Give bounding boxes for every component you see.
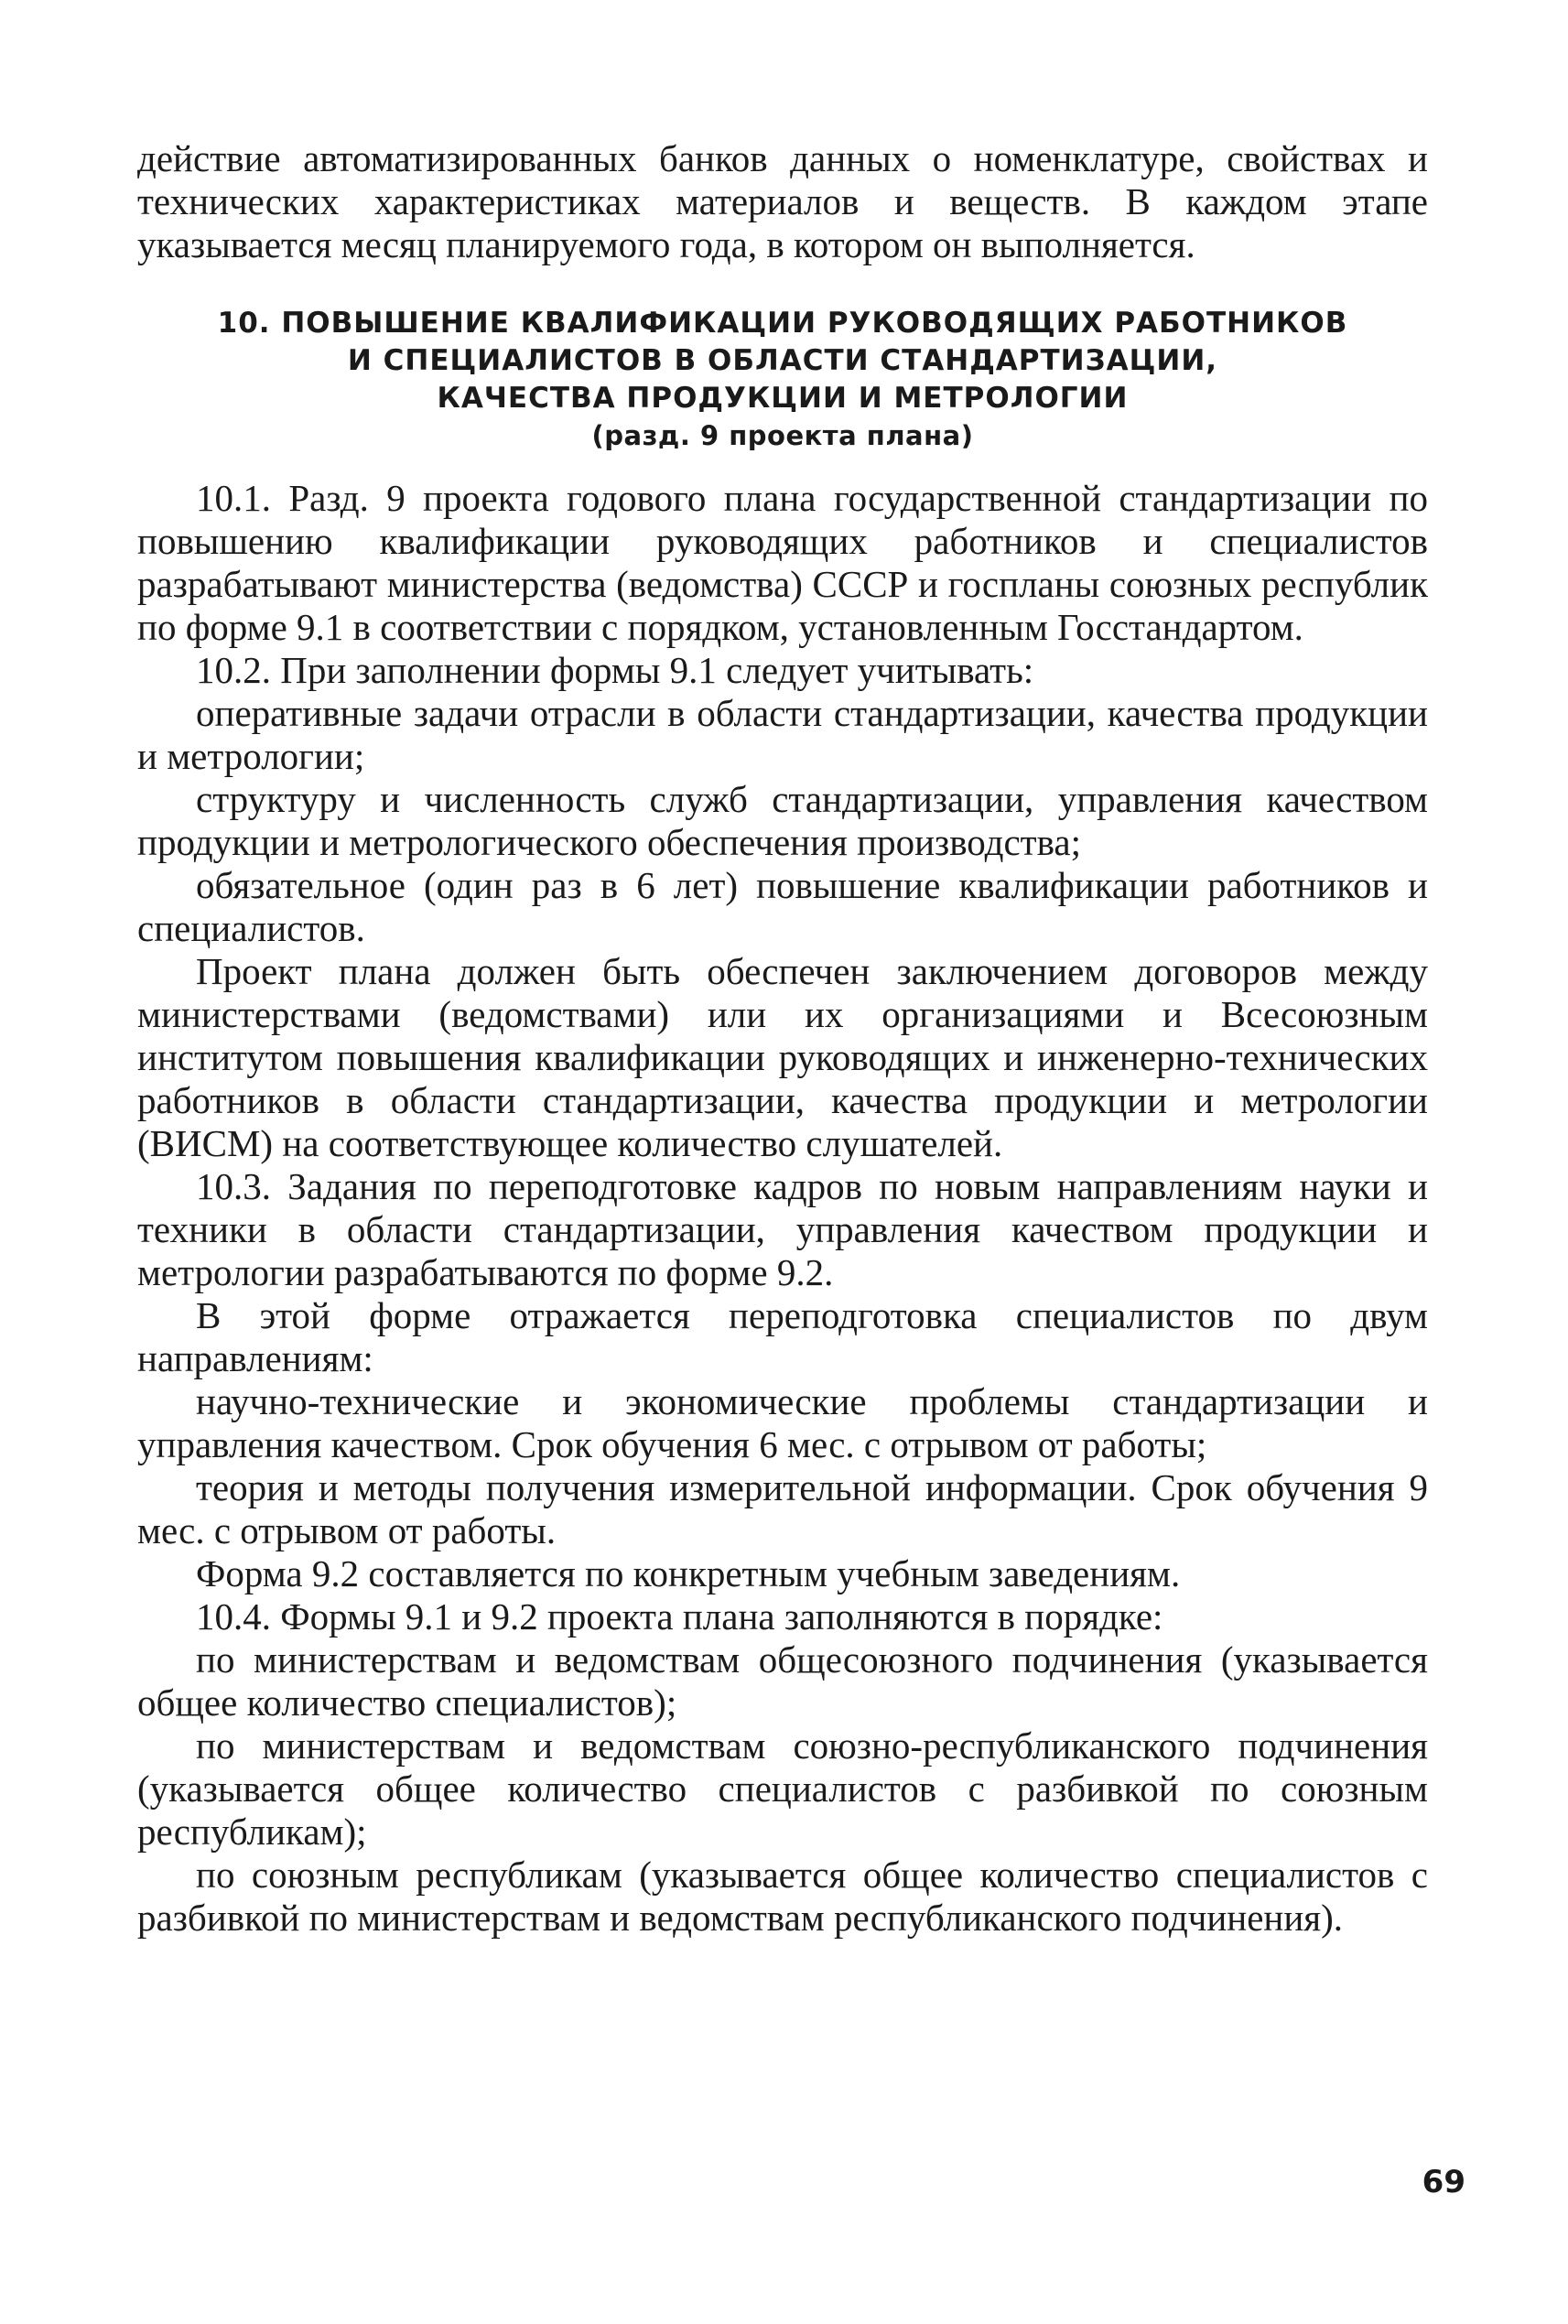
list-item-direction-2: теория и методы получения измерительной информации. Срок обучения 9 мес. с отрывом от работы. <box>137 1466 1428 1551</box>
list-item-direction-1: научно-технические и экономические проблемы стандартизации и управления качеством. Срок обучения 6 мес. с отрывом от работы; <box>137 1380 1428 1465</box>
paragraph-two-directions: В этой форме отражается переподготовка специалистов по двум направлениям: <box>137 1294 1428 1379</box>
paragraph-10-3: 10.3. Задания по переподготовке кадров по новым направлениям науки и техники в области стандартизации, управления качеством продукции и метрологии разрабатываются по форме 9.2. <box>137 1165 1428 1293</box>
section-heading-line-1: 10. ПОВЫШЕНИЕ КВАЛИФИКАЦИИ РУКОВОДЯЩИХ РАБОТНИКОВ <box>217 307 1348 340</box>
intro-paragraph: действие автоматизированных банков данных о номенклатуре, свойствах и технических характеристиках материалов и веществ. В каждом этапе указывается месяц планируемого года, в котором он выполняется. <box>137 137 1428 265</box>
page-number: 69 <box>1422 2164 1465 2200</box>
section-heading-line-3: КАЧЕСТВА ПРОДУКЦИИ И МЕТРОЛОГИИ <box>437 382 1129 415</box>
paragraph-contracts: Проект плана должен быть обеспечен заключением договоров между министерствами (ведомствами) или их организациями и Всесоюзным институтом повышения квалификации руководящих и инженерно-технических работников в области стандартизации, качества продукции и метрологии (ВИСМ) на соответствующее количество слушателей. <box>137 950 1428 1164</box>
list-item-structure: структуру и численность служб стандартизации, управления качеством продукции и метрологического обеспечения производства; <box>137 778 1428 863</box>
paragraph-10-4: 10.4. Формы 9.1 и 9.2 проекта плана заполняются в порядке: <box>196 1595 1163 1638</box>
list-item-union-republican: по министерствам и ведомствам союзно-республиканского подчинения (указывается общее количество специалистов с разбивкой по союзным республикам); <box>137 1724 1428 1853</box>
section-heading <box>137 305 1428 455</box>
list-item-mandatory-training: обязательное (один раз в 6 лет) повышение квалификации работников и специалистов. <box>137 864 1428 949</box>
list-item-operational-tasks: оперативные задачи отрасли в области стандартизации, качества продукции и метрологии; <box>137 692 1428 777</box>
section-heading-subtitle: (разд. 9 проекта плана) <box>591 420 974 451</box>
section-heading-line-2: И СПЕЦИАЛИСТОВ В ОБЛАСТИ СТАНДАРТИЗАЦИИ, <box>347 344 1218 377</box>
paragraph-10-2: 10.2. При заполнении формы 9.1 следует учитывать: <box>196 649 1034 691</box>
paragraph-form-9-2: Форма 9.2 составляется по конкретным учебным заведениям. <box>196 1552 1181 1594</box>
paragraph-10-1: 10.1. Разд. 9 проекта годового плана государственной стандартизации по повышению квалификации руководящих работников и специалистов разрабатывают министерства (ведомства) СССР и госпланы союзных республик по форме 9.1 в соответствии с порядком, установленным Госстандартом. <box>137 477 1428 648</box>
list-item-all-union: по министерствам и ведомствам общесоюзного подчинения (указывается общее количество специалистов); <box>137 1638 1428 1724</box>
list-item-union-republics: по союзным республикам (указывается общее количество специалистов с разбивкой по министерствам и ведомствам республиканского подчинения). <box>137 1854 1428 1939</box>
document-page <box>137 137 1428 1940</box>
